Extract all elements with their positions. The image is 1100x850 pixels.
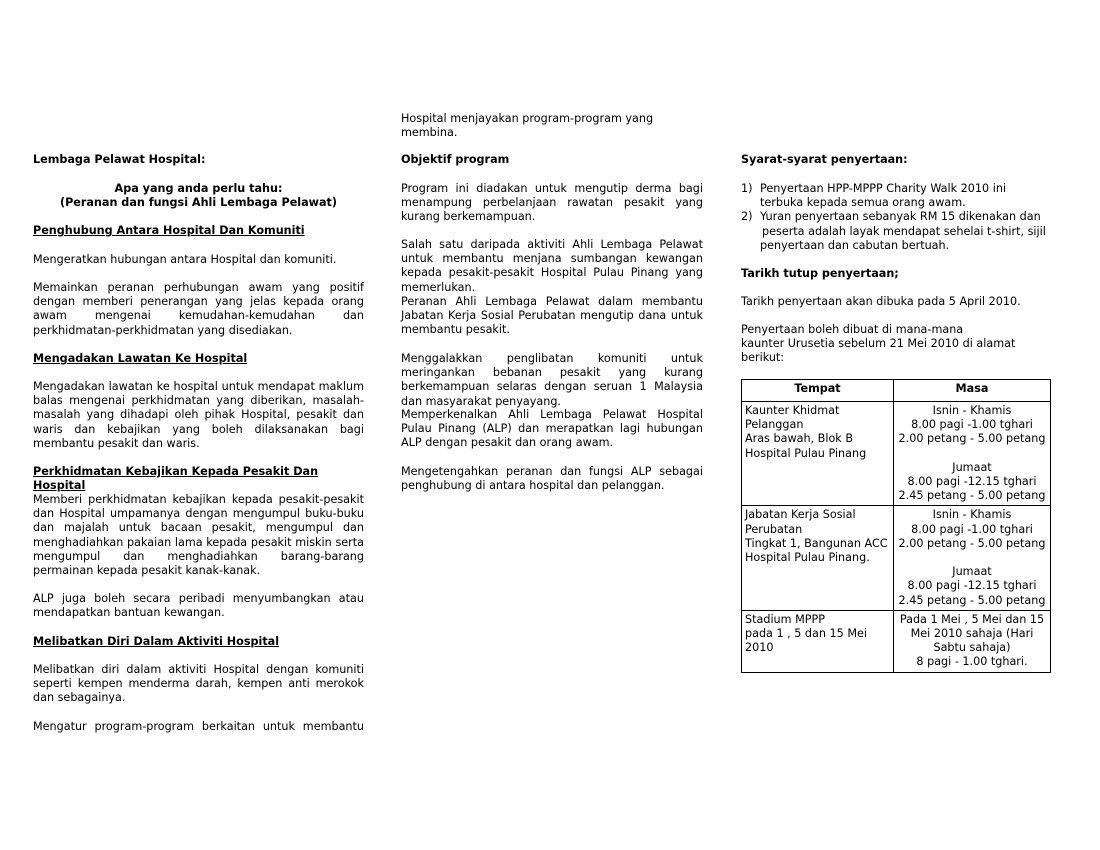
paragraph: Salah satu daripada aktiviti Ahli Lembaga Pelawat untuk membantu menjana sumbangan kewangan kepada pesakit-pesakit Hospital Pulau Pinang yang memerlukan.: [401, 238, 703, 294]
header-time: Masa: [894, 380, 1051, 402]
list-item: 1) Penyertaan HPP-MPPP Charity Walk 2010 ini terbuka kepada semua orang awam.: [741, 182, 1007, 210]
paragraph: Melibatkan diri dalam aktiviti Hospital dengan komuniti seperti kempen menderma darah, kempen anti merokok dan sebagainya.: [33, 663, 364, 705]
paragraph: Mengadakan lawatan ke hospital untuk mendapat maklum balas mengenai perkhidmatan yang diberikan, masalah-masalah yang dihadapi oleh pihak Hospital, pesakit dan waris dan kebajikan yang boleh dilaksanakan bagi membantu pesakit dan waris.: [33, 380, 364, 450]
paragraph: Mengatur program-program berkaitan untuk membantu: [33, 720, 364, 733]
closing-title: Tarikh tutup penyertaan;: [741, 267, 899, 280]
paragraph: Memberi perkhidmatan kebajikan kepada pesakit-pesakit dan Hospital umpamanya dengan mengumpul buku-buku dan majalah untuk bacaan pesakit, mengumpul dan menghadiahkan pakaian lama kepada pesakit miskin serta mengumpul dan menghadiahkan barang-barang permainan kepada pesakit kanak-kanak.: [33, 493, 364, 578]
schedule-table: [741, 379, 1051, 673]
subtitle-line1: Apa yang anda perlu tahu:: [114, 182, 283, 195]
paragraph: Mengetengahkan peranan dan fungsi ALP sebagai penghubung di antara hospital dan pelanggan.: [401, 465, 703, 493]
table-row: [742, 610, 1051, 672]
paragraph: Tarikh penyertaan akan dibuka pada 5 April 2010.: [741, 295, 1021, 308]
heading-lawatan: Mengadakan Lawatan Ke Hospital: [33, 352, 248, 365]
place-cell: Stadium MPPP pada 1 , 5 dan 15 Mei 2010: [742, 610, 894, 672]
paragraph: Memperkenalkan Ahli Lembaga Pelawat Hospital Pulau Pinang (ALP) dan merapatkan lagi hubungan ALP dengan pesakit dan orang awam.: [401, 408, 703, 450]
paragraph: Menggalakkan penglibatan komuniti untuk meringankan bebanan pesakit yang kurang berkemampuan selaras dengan seruan 1 Malaysia dan masyarakat penyayang.: [401, 352, 703, 408]
paragraph-line: kaunter Urusetia sebelum 21 Mei 2010 di alamat: [741, 337, 1016, 350]
schedule-table-wrap: [741, 379, 1051, 673]
place-cell: Kaunter Khidmat Pelanggan Aras bawah, Blok B Hospital Pulau Pinang: [742, 402, 894, 506]
time-cell: Isnin - Khamis 8.00 pagi -1.00 tghari 2.00 petang - 5.00 petang Jumaat 8.00 pagi -12.15 tghari 2.45 petang - 5.00 petang: [894, 402, 1051, 506]
continued-line: Hospital menjayakan program-program yang membina.: [401, 112, 654, 140]
list-item: 2) Yuran penyertaan sebanyak RM 15 dikenakan dan peserta adalah layak mendapat sehelai t-shirt, sijil penyertaan dan cabutan bertuah.: [741, 210, 1046, 252]
paragraph: Peranan Ahli Lembaga Pelawat dalam membantu Jabatan Kerja Sosial Perubatan mengutip dana untuk membantu pesakit.: [401, 295, 703, 337]
paragraph: Program ini diadakan untuk mengutip derma bagi menampung perbelanjaan rawatan pesakit yang kurang berkemampuan.: [401, 182, 703, 224]
conditions-list: [741, 182, 1051, 253]
section-title: Lembaga Pelawat Hospital:: [33, 153, 206, 166]
section-title: Syarat-syarat penyertaan:: [741, 153, 908, 166]
paragraph: Mengeratkan hubungan antara Hospital dan komuniti.: [33, 253, 337, 266]
time-cell: Isnin - Khamis 8.00 pagi -1.00 tghari 2.00 petang - 5.00 petang Jumaat 8.00 pagi -12.15 tghari 2.45 petang - 5.00 petang: [894, 506, 1051, 610]
heading-kebajikan: Perkhidmatan Kebajikan Kepada Pesakit Dan Hospital: [33, 465, 319, 493]
paragraph: Memainkan peranan perhubungan awam yang positif dengan memberi penerangan yang jelas kepada orang awam mengenai kemudahan-kemudahan dan perkhidmatan-perkhidmatan yang disediakan.: [33, 281, 364, 337]
place-cell: Jabatan Kerja Sosial Perubatan Tingkat 1, Bangunan ACC Hospital Pulau Pinang.: [742, 506, 894, 610]
table-header-row: [742, 380, 1051, 402]
heading-aktiviti: Melibatkan Diri Dalam Aktiviti Hospital: [33, 635, 280, 648]
paragraph: ALP juga boleh secara peribadi menyumbangkan atau mendapatkan bantuan kewangan.: [33, 592, 364, 620]
table-row: [742, 506, 1051, 610]
section-title: Objektif program: [401, 153, 510, 166]
table-row: [742, 402, 1051, 506]
paragraph-line: Penyertaan boleh dibuat di mana-mana: [741, 323, 964, 336]
time-cell: Pada 1 Mei , 5 Mei dan 15 Mei 2010 sahaja (Hari Sabtu sahaja) 8 pagi - 1.00 tghari.: [894, 610, 1051, 672]
paragraph-line: berikut:: [741, 351, 785, 364]
heading-penghubung: Penghubung Antara Hospital Dan Komuniti: [33, 224, 305, 237]
header-place: Tempat: [742, 380, 894, 402]
subtitle-line2: (Peranan dan fungsi Ahli Lembaga Pelawat): [59, 196, 338, 209]
